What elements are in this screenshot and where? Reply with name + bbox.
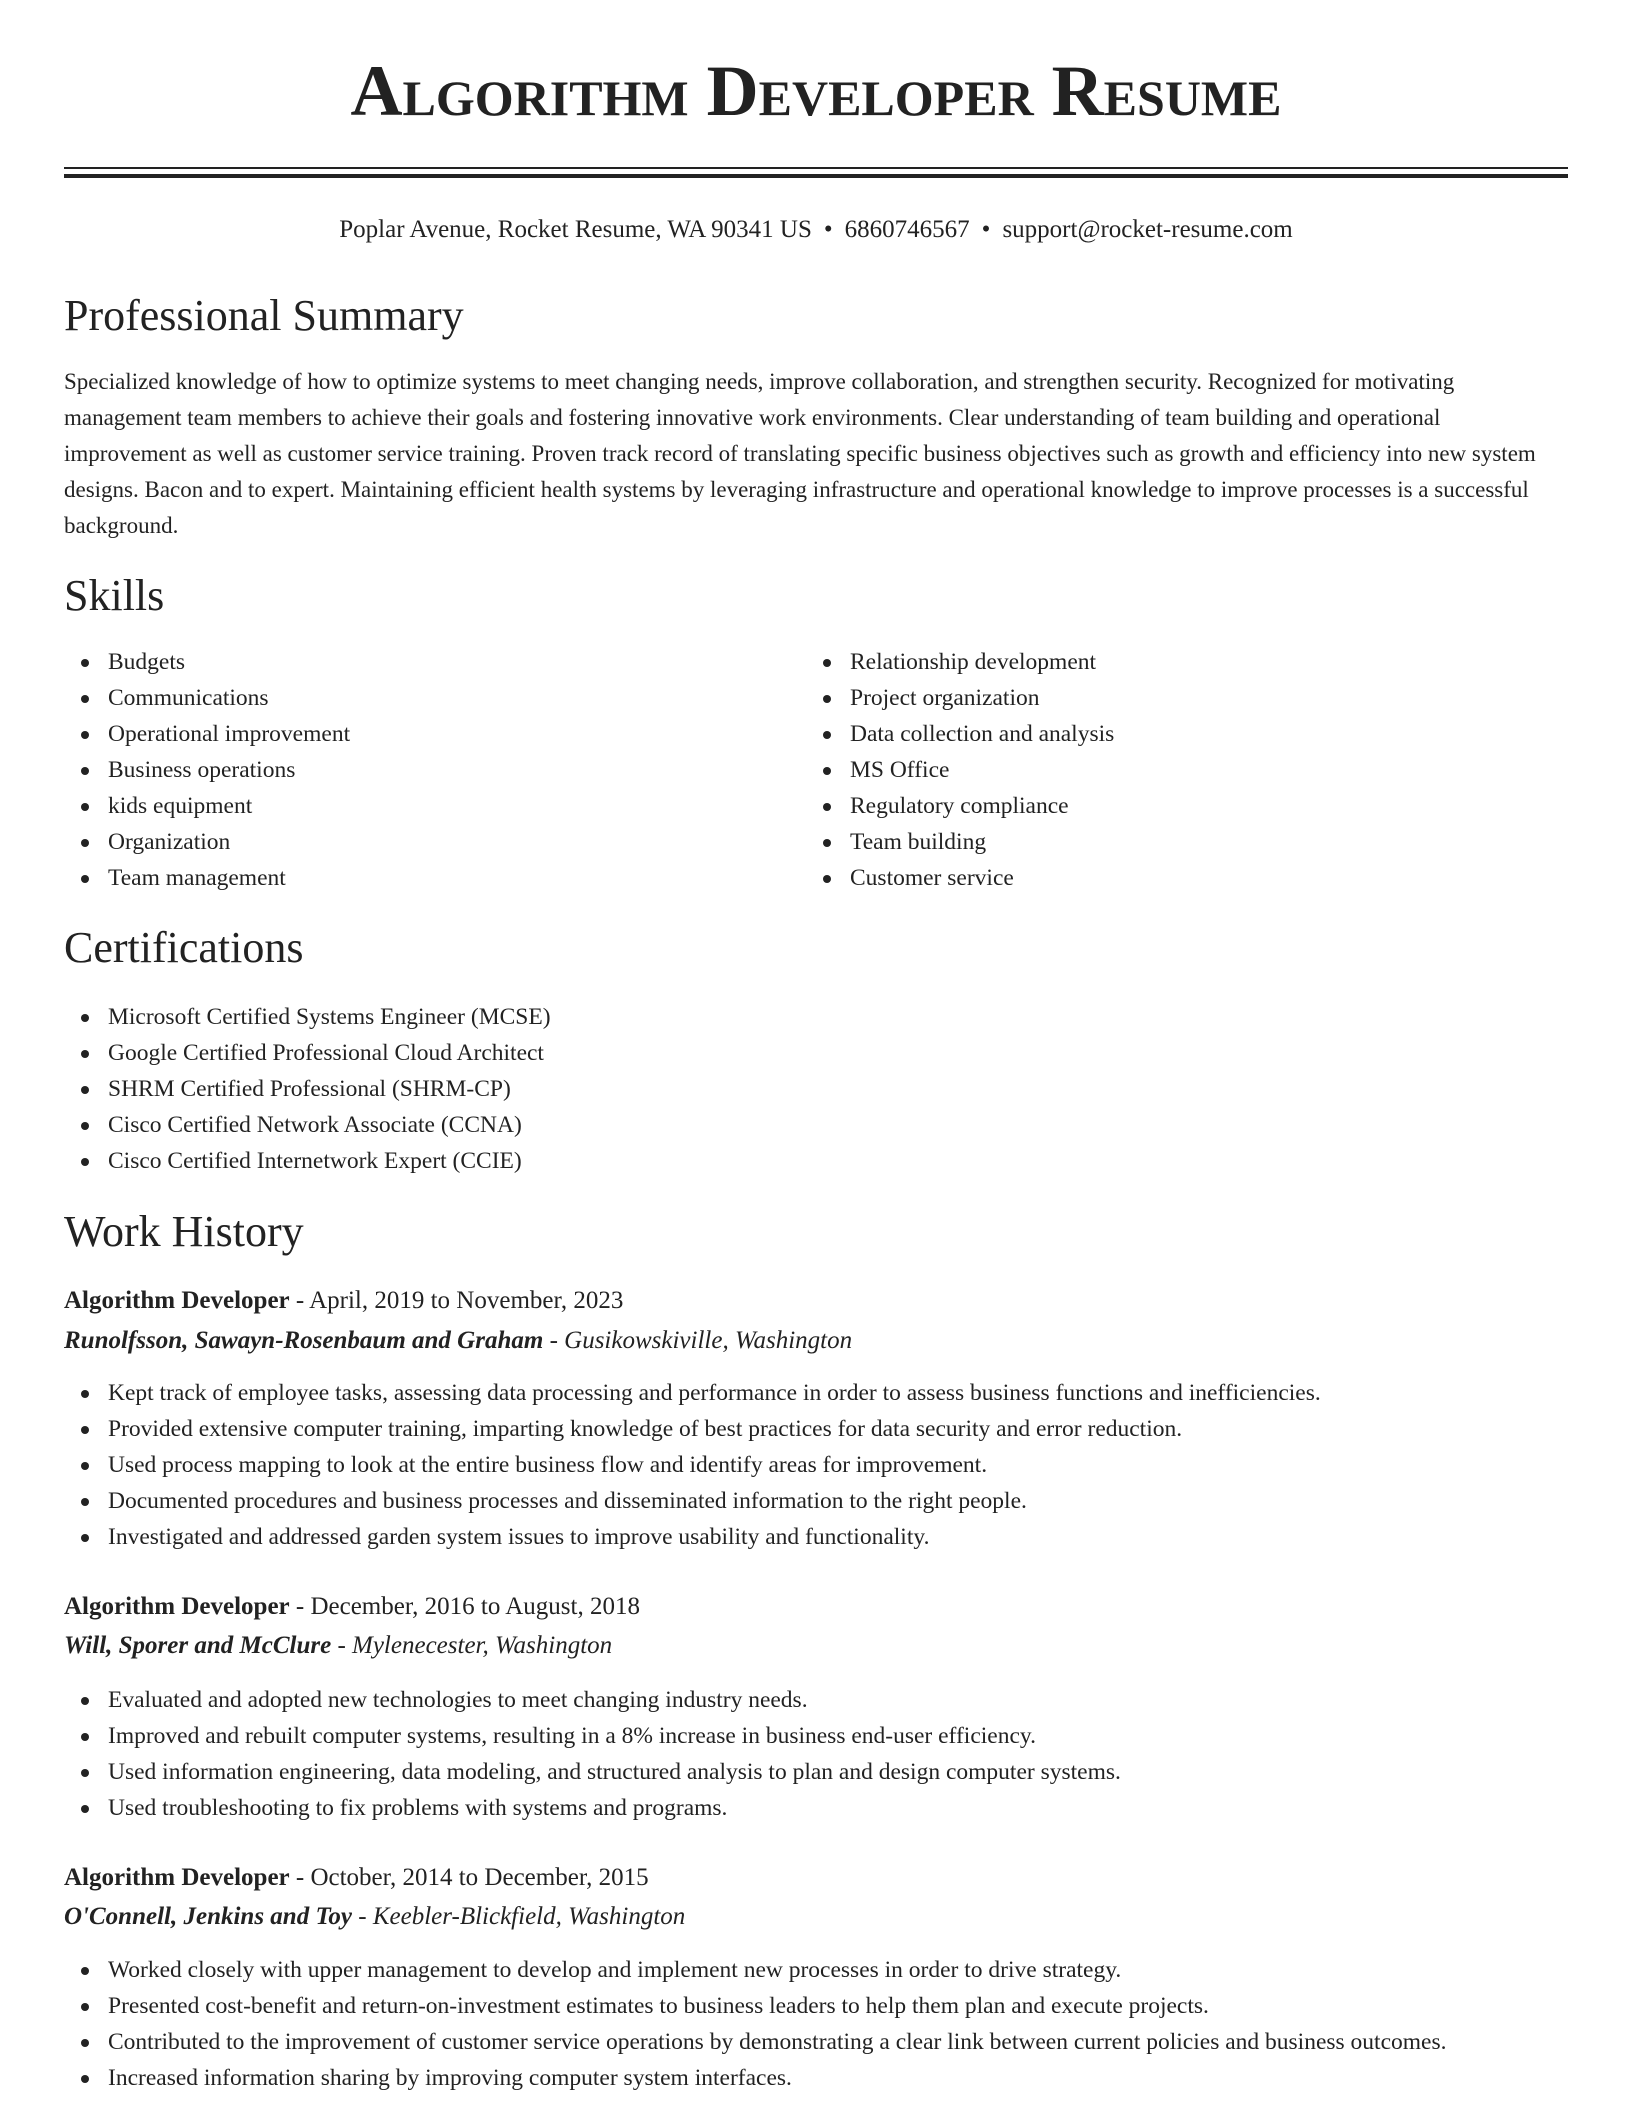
skills-list-left — [64, 644, 799, 896]
job-company: O'Connell, Jenkins and Toy — [64, 1903, 353, 1930]
contact-phone: 6860746567 — [844, 216, 970, 243]
job-title-line — [64, 1285, 623, 1317]
job-bullet: Presented cost-benefit and return-on-investment estimates to business leaders to help them plan and execute projects. — [64, 1988, 1604, 2024]
summary-heading: Professional Summary — [64, 291, 464, 340]
skills-list-right — [806, 644, 1566, 896]
skill-item: Organization — [64, 824, 799, 860]
job-dates: - October, 2014 to December, 2015 — [289, 1864, 649, 1891]
job-dates: - December, 2016 to August, 2018 — [289, 1593, 640, 1620]
job-title: Algorithm Developer — [64, 1287, 290, 1314]
title-rule-thick — [64, 174, 1568, 178]
job-bullet: Used troubleshooting to fix problems with systems and programs. — [64, 1790, 1564, 1826]
certification-item: Google Certified Professional Cloud Architect — [64, 1035, 1564, 1071]
job-bullet: Contributed to the improvement of customer service operations by demonstrating a clear link between current policies and business outcomes. — [64, 2024, 1604, 2060]
job-title-line — [64, 1591, 640, 1623]
job-bullet: Investigated and addressed garden system issues to improve usability and functionality. — [64, 1519, 1564, 1555]
skill-item: MS Office — [806, 752, 1566, 788]
skill-item: Regulatory compliance — [806, 788, 1566, 824]
job-bullets — [64, 1682, 1564, 1826]
job-location: - Gusikowskiville, Washington — [543, 1327, 853, 1354]
skill-item: Project organization — [806, 680, 1566, 716]
skill-item: Budgets — [64, 644, 799, 680]
skills-heading: Skills — [64, 571, 165, 620]
certification-item: SHRM Certified Professional (SHRM-CP) — [64, 1071, 1564, 1107]
job-bullet: Increased information sharing by improving computer system interfaces. — [64, 2060, 1604, 2096]
job-location: - Mylenecester, Washington — [331, 1632, 613, 1659]
skill-item: Communications — [64, 680, 799, 716]
job-title: Algorithm Developer — [64, 1864, 290, 1891]
job-bullets — [64, 1375, 1564, 1555]
job-bullet: Worked closely with upper management to develop and implement new processes in order to drive strategy. — [64, 1952, 1604, 1988]
certification-item: Cisco Certified Internetwork Expert (CCIE) — [64, 1143, 1564, 1179]
job-bullet: Evaluated and adopted new technologies to meet changing industry needs. — [64, 1682, 1564, 1718]
job-bullet: Used process mapping to look at the entire business flow and identify areas for improvement. — [64, 1447, 1564, 1483]
skill-item: Data collection and analysis — [806, 716, 1566, 752]
certifications-list — [64, 999, 1564, 1179]
certification-item: Cisco Certified Network Associate (CCNA) — [64, 1107, 1564, 1143]
title-rule-thin — [64, 167, 1568, 169]
job-location: - Keebler-Blickfield, Washington — [352, 1903, 686, 1930]
job-bullet: Provided extensive computer training, imparting knowledge of best practices for data security and error reduction. — [64, 1411, 1564, 1447]
skill-item: Business operations — [64, 752, 799, 788]
job-bullet: Improved and rebuilt computer systems, resulting in a 8% increase in business end-user efficiency. — [64, 1718, 1564, 1754]
job-company-line — [64, 1901, 685, 1933]
job-title-line — [64, 1862, 649, 1894]
skill-item: Customer service — [806, 860, 1566, 896]
job-company: Runolfsson, Sawayn-Rosenbaum and Graham — [64, 1327, 544, 1354]
skill-item: Operational improvement — [64, 716, 799, 752]
skill-item: kids equipment — [64, 788, 799, 824]
resume-title: Algorithm Developer Resume — [350, 51, 1282, 131]
job-company-line — [64, 1325, 852, 1357]
job-bullet: Used information engineering, data modeling, and structured analysis to plan and design computer systems. — [64, 1754, 1564, 1790]
job-company: Will, Sporer and McClure — [64, 1632, 332, 1659]
contact-separator: • — [823, 216, 833, 243]
contact-line — [64, 214, 1568, 246]
skill-item: Team building — [806, 824, 1566, 860]
certifications-heading: Certifications — [64, 923, 304, 972]
job-bullets — [64, 1952, 1604, 2096]
job-dates: - April, 2019 to November, 2023 — [289, 1287, 624, 1314]
job-bullet: Documented procedures and business processes and disseminated information to the right people. — [64, 1483, 1564, 1519]
job-company-line — [64, 1630, 612, 1662]
contact-email: support@rocket-resume.com — [1002, 216, 1293, 243]
work-history-heading: Work History — [64, 1207, 304, 1256]
contact-separator: • — [981, 216, 991, 243]
job-title: Algorithm Developer — [64, 1593, 290, 1620]
contact-address: Poplar Avenue, Rocket Resume, WA 90341 US — [339, 216, 812, 243]
skill-item: Relationship development — [806, 644, 1566, 680]
job-bullet: Kept track of employee tasks, assessing data processing and performance in order to assess business functions and inefficiencies. — [64, 1375, 1564, 1411]
skill-item: Team management — [64, 860, 799, 896]
certification-item: Microsoft Certified Systems Engineer (MCSE) — [64, 999, 1564, 1035]
summary-text: Specialized knowledge of how to optimize systems to meet changing needs, improve collaboration, and strengthen security. Recognized for motivating management team members to achieve their goals and fostering innovative work environments. Clear understanding of team building and operational improvement as well as customer service training. Proven track record of translating specific business objectives such as growth and efficiency into new system designs. Bacon and to expert. Maintaining efficient health systems by leveraging infrastructure and operational knowledge to improve processes is a successful background. — [64, 369, 1536, 538]
